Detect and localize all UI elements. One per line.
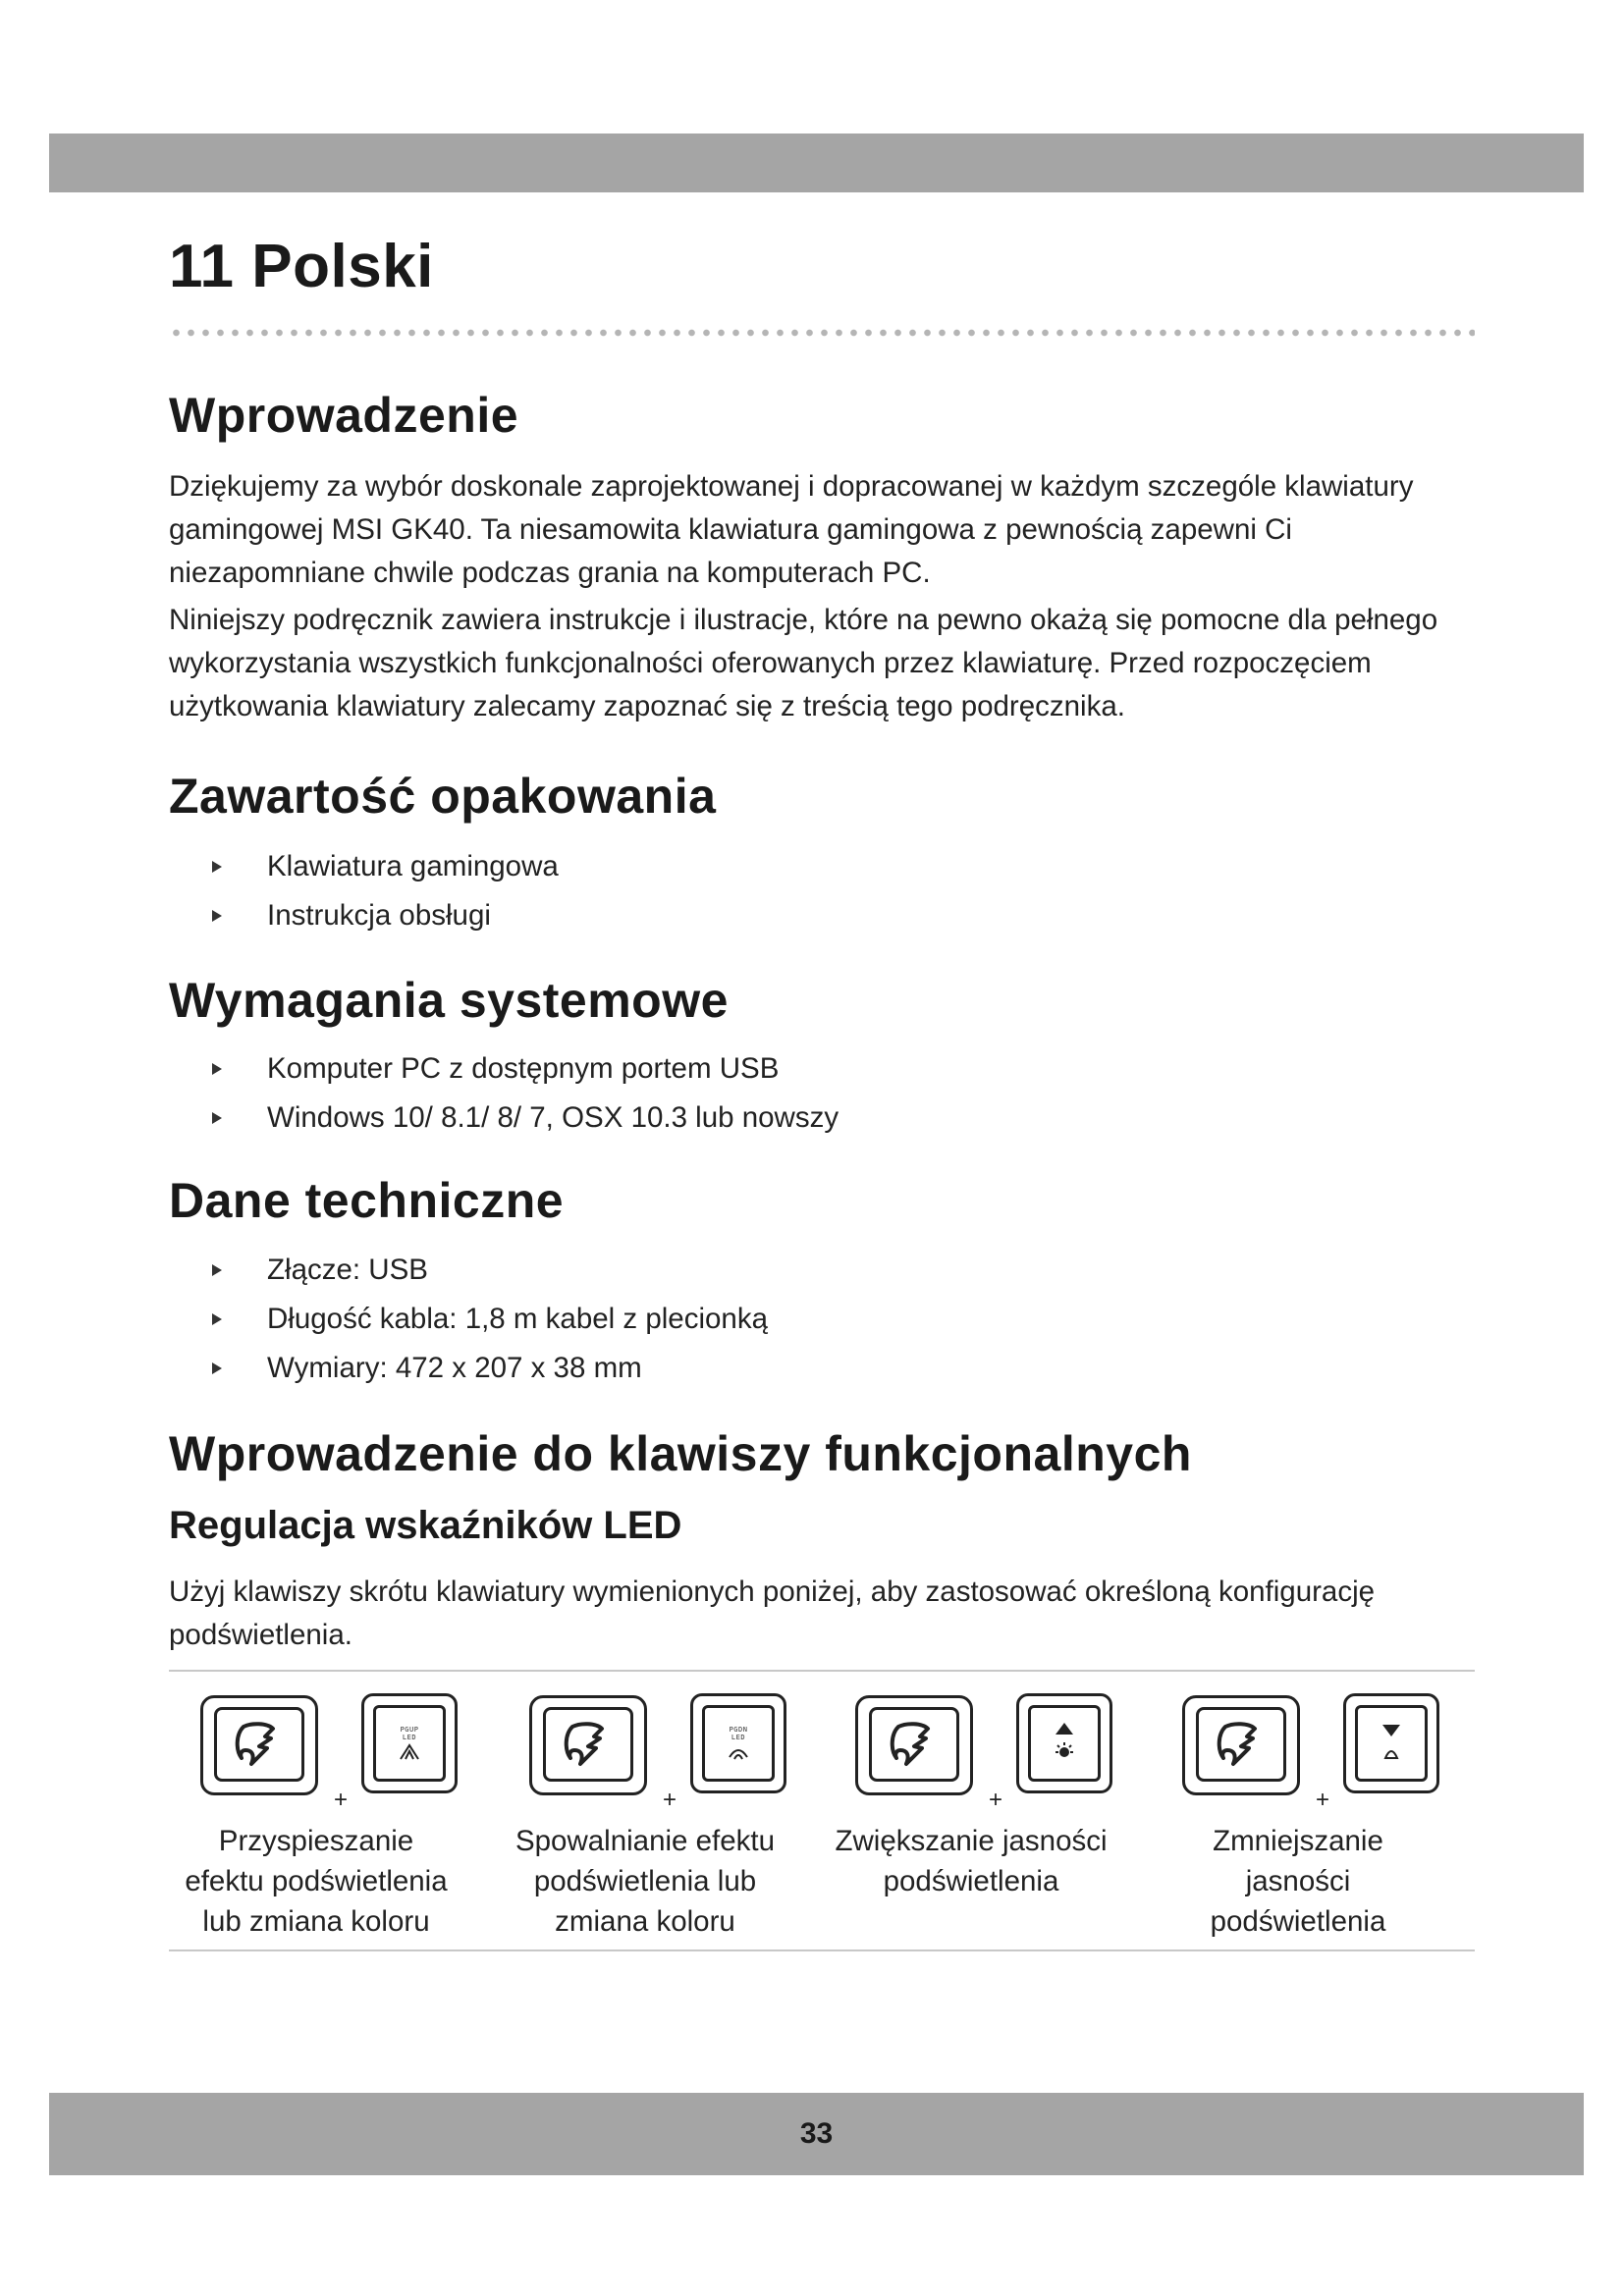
package-list [169, 842, 559, 940]
msi-key-icon [529, 1695, 647, 1795]
plus-sign: + [989, 1787, 1003, 1813]
specs-list [169, 1246, 768, 1393]
pgup-key-icon: PGUP LED [361, 1693, 458, 1793]
down-arrow-key-icon [1343, 1693, 1439, 1793]
list-item: Instrukcja obsługi [169, 891, 559, 940]
combo-brightness-up [824, 1690, 1118, 1955]
plus-sign: + [663, 1787, 677, 1813]
msi-key-icon [200, 1695, 318, 1795]
combo-brightness-down [1151, 1690, 1445, 1955]
plus-sign: + [1316, 1787, 1330, 1813]
bullet-triangle-icon [212, 1313, 222, 1325]
caption: Zmniejszanie jasności podświetlenia [1210, 1825, 1386, 1938]
fn-keys-description: Użyj klawiszy skrótu klawiatury wymienionych poniżej, aby zastosować określoną konfigurację podświetlenia. [169, 1575, 1376, 1651]
pgdn-key-icon: PGDN LED [690, 1693, 786, 1793]
caption: Zwiększanie jasności podświetlenia [835, 1825, 1108, 1897]
caption: Przyspieszanie efektu podświetlenia lub zmiana koloru [185, 1825, 448, 1938]
header-bar [49, 133, 1584, 192]
up-arrow-key-icon [1016, 1693, 1112, 1793]
bullet-triangle-icon [212, 1112, 222, 1124]
fn-keys-heading: Wprowadzenie do klawiszy funkcjonalnych [169, 1426, 1192, 1481]
bullet-triangle-icon [212, 861, 222, 873]
key-combos [169, 1690, 1475, 1955]
msi-key-icon [1182, 1695, 1300, 1795]
requirements-list [169, 1044, 839, 1143]
list-item: Klawiatura gamingowa [169, 842, 559, 891]
bullet-triangle-icon [212, 1362, 222, 1374]
caption: Spowalnianie efektu podświetlenia lub zmiana koloru [514, 1825, 776, 1938]
page-number: 33 [799, 2117, 834, 2150]
list-item: Złącze: USB [169, 1246, 768, 1295]
list-item: Długość kabla: 1,8 m kabel z plecionką [169, 1295, 768, 1344]
intro-paragraph-2: Niniejszy podręcznik zawiera instrukcje i ilustracje, które na pewno okażą się pomocne dla pełnego wykorzystania wszystkich funkcjonalności oferowanych przez klawiaturę. Przed rozpoczęciem użytkowania klawiatury zalecamy zapoznać się z treścią tego podręcznika. [169, 604, 1438, 722]
table-bottom-divider [169, 1949, 1475, 1951]
specs-heading: Dane techniczne [169, 1173, 565, 1228]
table-top-divider [169, 1670, 1475, 1672]
footer-bar [49, 2093, 1584, 2175]
list-item: Wymiary: 472 x 207 x 38 mm [169, 1344, 768, 1393]
combo-slow-down [498, 1690, 792, 1955]
dotted-divider [169, 328, 1475, 338]
led-subheading: Regulacja wskaźników LED [169, 1504, 682, 1547]
intro-paragraph-1: Dziękujemy za wybór doskonale zaprojektowanej i dopracowanej w każdym szczególe klawiatury gamingowej MSI GK40. Ta niesamowita klawiatura gamingowa z pewnością zapewni Ci niezapomniane chwile podczas grania na komputerach PC. [169, 470, 1414, 589]
list-item: Windows 10/ 8.1/ 8/ 7, OSX 10.3 lub nowszy [169, 1094, 839, 1143]
combo-speed-up [169, 1690, 463, 1955]
list-item: Komputer PC z dostępnym portem USB [169, 1044, 839, 1094]
chapter-title: 11 Polski [169, 233, 434, 300]
bullet-triangle-icon [212, 1063, 222, 1075]
package-heading: Zawartość opakowania [169, 769, 717, 824]
plus-sign: + [334, 1787, 349, 1813]
bullet-triangle-icon [212, 910, 222, 922]
intro-heading: Wprowadzenie [169, 388, 519, 443]
msi-key-icon [855, 1695, 973, 1795]
bullet-triangle-icon [212, 1264, 222, 1276]
requirements-heading: Wymagania systemowe [169, 973, 729, 1028]
